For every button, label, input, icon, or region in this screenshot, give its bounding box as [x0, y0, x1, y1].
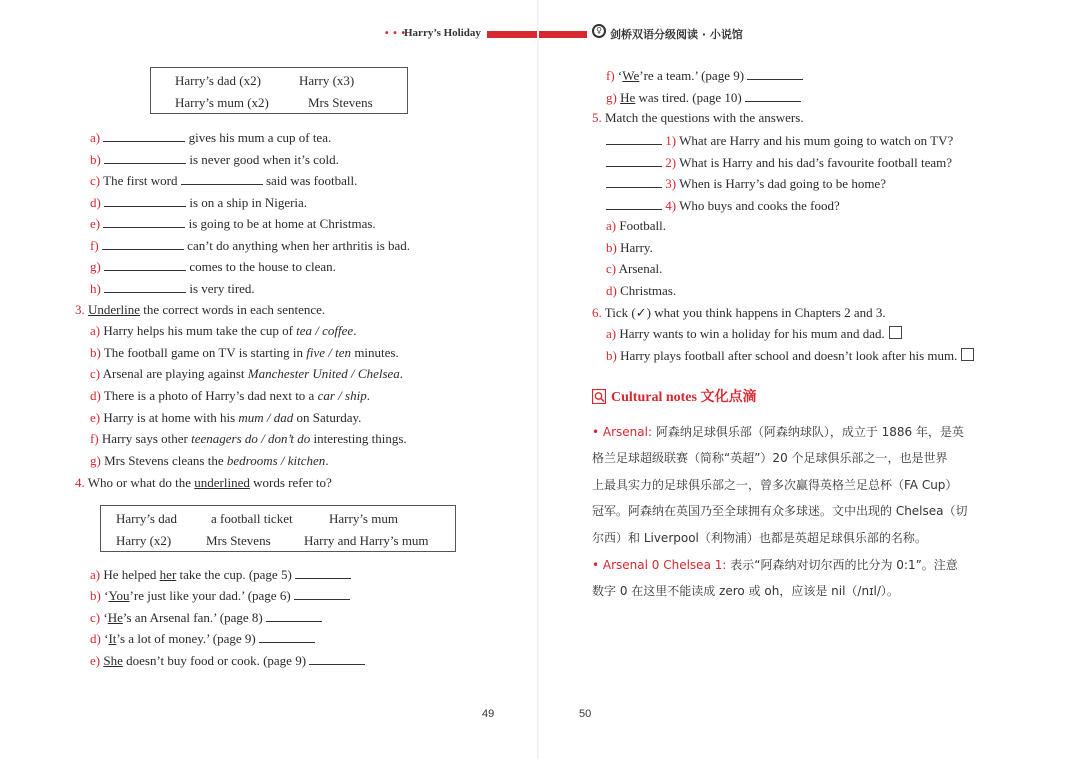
cultural-note-arsenal-line-4: 冠军。阿森纳在英国乃至全球拥有众多球迷。文中出现的 Chelsea（切: [592, 504, 968, 518]
cultural-note-arsenal-line-3: 上最具实力的足球俱乐部之一，曾多次赢得英格兰足总杯（FA Cup）: [592, 478, 958, 492]
q4-item-d: d) ‘It’s a lot of money.’ (page 9): [90, 630, 315, 647]
note-key: • Arsenal:: [592, 425, 653, 439]
answer-blank[interactable]: [266, 609, 322, 622]
q3-item-a: a) Harry helps his mum take the cup of tea / coffee.: [90, 323, 357, 338]
word-box-item: Harry’s dad (x2): [175, 73, 261, 88]
q2-item-a: [90, 129, 331, 146]
running-header: [0, 24, 1080, 46]
answer-blank[interactable]: [103, 215, 185, 228]
q3-heading: [75, 302, 325, 318]
answer-blank[interactable]: [606, 154, 662, 167]
q2-item-d: [90, 194, 307, 211]
q4-heading: 4. Who or what do the underlined words refer to?: [75, 475, 332, 490]
cultural-note-score-line-1: • Arsenal 0 Chelsea 1: 表示“阿森纳对切尔西的比分为 0:1”。注意: [592, 558, 958, 572]
magnifier-note-icon: [592, 389, 606, 404]
word-box-q2: [150, 67, 408, 114]
choice-options[interactable]: tea / coffee: [296, 323, 354, 338]
q3-item-b: b) The football game on TV is starting in five / ten minutes.: [90, 345, 399, 360]
header-dots: • • •: [385, 28, 407, 39]
item-label: c): [90, 173, 101, 188]
q3-item-d: d) There is a photo of Harry’s dad next to a car / ship.: [90, 388, 370, 403]
q4-item-a: a) He helped her take the cup. (page 5): [90, 566, 351, 583]
question-number: 4.: [75, 475, 85, 490]
q2-item-g: [90, 258, 336, 275]
q3-item-c: c) Arsenal are playing against Manchester United / Chelsea.: [90, 366, 404, 381]
page-gutter: [537, 0, 539, 759]
item-label: e): [90, 216, 101, 231]
answer-blank[interactable]: [102, 237, 184, 250]
series-title: 剑桥双语分级阅读 · 小说馆: [610, 28, 743, 41]
word-box-item: Harry’s mum (x2): [175, 95, 269, 110]
item-text: The first word: [103, 173, 178, 188]
q5-heading: 5. Match the questions with the answers.: [592, 110, 804, 125]
q3-item-e: e) Harry is at home with his mum / dad on Saturday.: [90, 410, 362, 425]
item-label: h): [90, 281, 101, 296]
q5-question-4: 4) Who buys and cooks the food?: [606, 197, 840, 214]
q2-item-f: [90, 237, 410, 254]
q3-item-g: g) Mrs Stevens cleans the bedrooms / kitchen.: [90, 453, 329, 468]
question-number: 3.: [75, 302, 85, 317]
answer-blank[interactable]: [259, 630, 315, 643]
tick-checkbox[interactable]: [889, 326, 902, 339]
answer-blank[interactable]: [181, 172, 263, 185]
cultural-note-arsenal-line-2: 格兰足球超级联赛（简称“英超”）20 个足球俱乐部之一，也是世界: [592, 451, 948, 465]
q4-item-g: g) He was tired. (page 10): [606, 89, 801, 106]
answer-blank[interactable]: [104, 194, 186, 207]
item-text: said was football.: [266, 173, 358, 188]
answer-blank[interactable]: [103, 129, 185, 142]
q5-answer-b: b) Harry.: [606, 240, 653, 255]
series-logo-icon: ♀: [592, 24, 606, 38]
word-box-item: Harry (x3): [299, 73, 355, 88]
q4-item-b: b) ‘You’re just like your dad.’ (page 6): [90, 587, 350, 604]
page-number-left: 49: [482, 708, 495, 720]
choice-options[interactable]: bedrooms / kitchen: [226, 453, 326, 468]
q4-item-e: e) She doesn’t buy food or cook. (page 9): [90, 652, 365, 669]
answer-blank[interactable]: [104, 151, 186, 164]
page-number-right: 50: [579, 708, 592, 720]
item-text: is on a ship in Nigeria.: [189, 195, 308, 210]
q2-item-c: [90, 172, 357, 189]
word-box-item: Harry’s mum: [329, 511, 398, 526]
answer-blank[interactable]: [309, 652, 365, 665]
word-box-item: Mrs Stevens: [206, 533, 271, 548]
item-text: can’t do anything when her arthritis is bad.: [187, 238, 411, 253]
answer-blank[interactable]: [745, 89, 801, 102]
word-box-q4: [100, 505, 456, 552]
header-red-bar-left: [487, 31, 537, 38]
question-text: the correct words in each sentence.: [139, 302, 326, 317]
item-text: gives his mum a cup of tea.: [188, 130, 332, 145]
answer-blank[interactable]: [294, 587, 350, 600]
item-label: f): [90, 238, 99, 253]
checkmark-icon: ✓: [635, 306, 647, 321]
header-red-bar-right: [539, 31, 587, 38]
answer-blank[interactable]: [104, 280, 186, 293]
q5-question-1: 1) What are Harry and his mum going to watch on TV?: [606, 132, 953, 149]
answer-blank[interactable]: [606, 132, 662, 145]
q4-item-c: c) ‘He’s an Arsenal fan.’ (page 8): [90, 609, 322, 626]
word-box-item: a football ticket: [211, 511, 293, 526]
choice-options[interactable]: mum / dad: [238, 410, 294, 425]
q5-answer-c: c) Arsenal.: [606, 261, 663, 276]
q6-item-b: b) Harry plays football after school and doesn’t look after his mum.: [606, 348, 974, 364]
book-title: Harry’s Holiday: [404, 27, 481, 39]
underlined-word: underlined: [194, 475, 250, 490]
q2-item-e: [90, 215, 376, 232]
item-label: b): [90, 152, 101, 167]
cultural-note-score-line-2: 数字 0 在这里不能读成 zero 或 oh，应该是 nil（/nɪl/）。: [592, 584, 899, 598]
q5-answer-d: d) Christmas.: [606, 283, 677, 298]
answer-blank[interactable]: [606, 197, 662, 210]
q4-item-f: f) ‘We’re a team.’ (page 9): [606, 67, 803, 84]
word-box-item: Harry and Harry’s mum: [304, 533, 429, 548]
q3-item-f: f) Harry says other teenagers do / don’t do interesting things.: [90, 431, 407, 446]
word-box-item: Mrs Stevens: [308, 95, 373, 110]
q6-item-a: a) Harry wants to win a holiday for his mum and dad.: [606, 326, 902, 342]
cultural-note-arsenal-line-5: 尔西）和 Liverpool（利物浦）也都是英超足球俱乐部的名称。: [592, 531, 927, 545]
item-text: is never good when it’s cold.: [189, 152, 339, 167]
answer-blank[interactable]: [104, 258, 186, 271]
note-key: • Arsenal 0 Chelsea 1:: [592, 558, 727, 572]
choice-options[interactable]: five / ten: [306, 345, 352, 360]
item-text: is very tired.: [189, 281, 255, 296]
q5-answer-a: a) Football.: [606, 218, 666, 233]
cultural-note-arsenal-line-1: • Arsenal: 阿森纳足球俱乐部（阿森纳球队），成立于 1886 年，是英: [592, 425, 965, 439]
item-label: a): [90, 130, 101, 145]
q2-item-h: [90, 280, 255, 297]
choice-options[interactable]: car / ship: [317, 388, 367, 403]
answer-blank[interactable]: [295, 566, 351, 579]
item-text: comes to the house to clean.: [189, 259, 336, 274]
word-box-item: Harry’s dad: [116, 511, 178, 526]
answer-blank[interactable]: [606, 175, 662, 188]
question-number: 6.: [592, 305, 602, 320]
answer-blank[interactable]: [747, 67, 803, 80]
underlined-word: Underline: [88, 302, 140, 317]
q2-item-b: [90, 151, 339, 168]
choice-options[interactable]: teenagers do / don’t do: [191, 431, 311, 446]
cultural-notes-heading: Cultural notes 文化点滴: [611, 390, 757, 405]
item-label: g): [90, 259, 101, 274]
question-number: 5.: [592, 110, 602, 125]
item-label: d): [90, 195, 101, 210]
q5-question-3: 3) When is Harry’s dad going to be home?: [606, 175, 886, 192]
choice-options[interactable]: Manchester United / Chelsea: [247, 366, 400, 381]
item-text: is going to be at home at Christmas.: [188, 216, 376, 231]
word-box-item: Harry (x2): [116, 533, 172, 548]
tick-checkbox[interactable]: [961, 348, 974, 361]
q5-question-2: 2) What is Harry and his dad’s favourite football team?: [606, 154, 952, 171]
q6-heading: 6. Tick (✓) what you think happens in Chapters 2 and 3.: [592, 305, 886, 321]
